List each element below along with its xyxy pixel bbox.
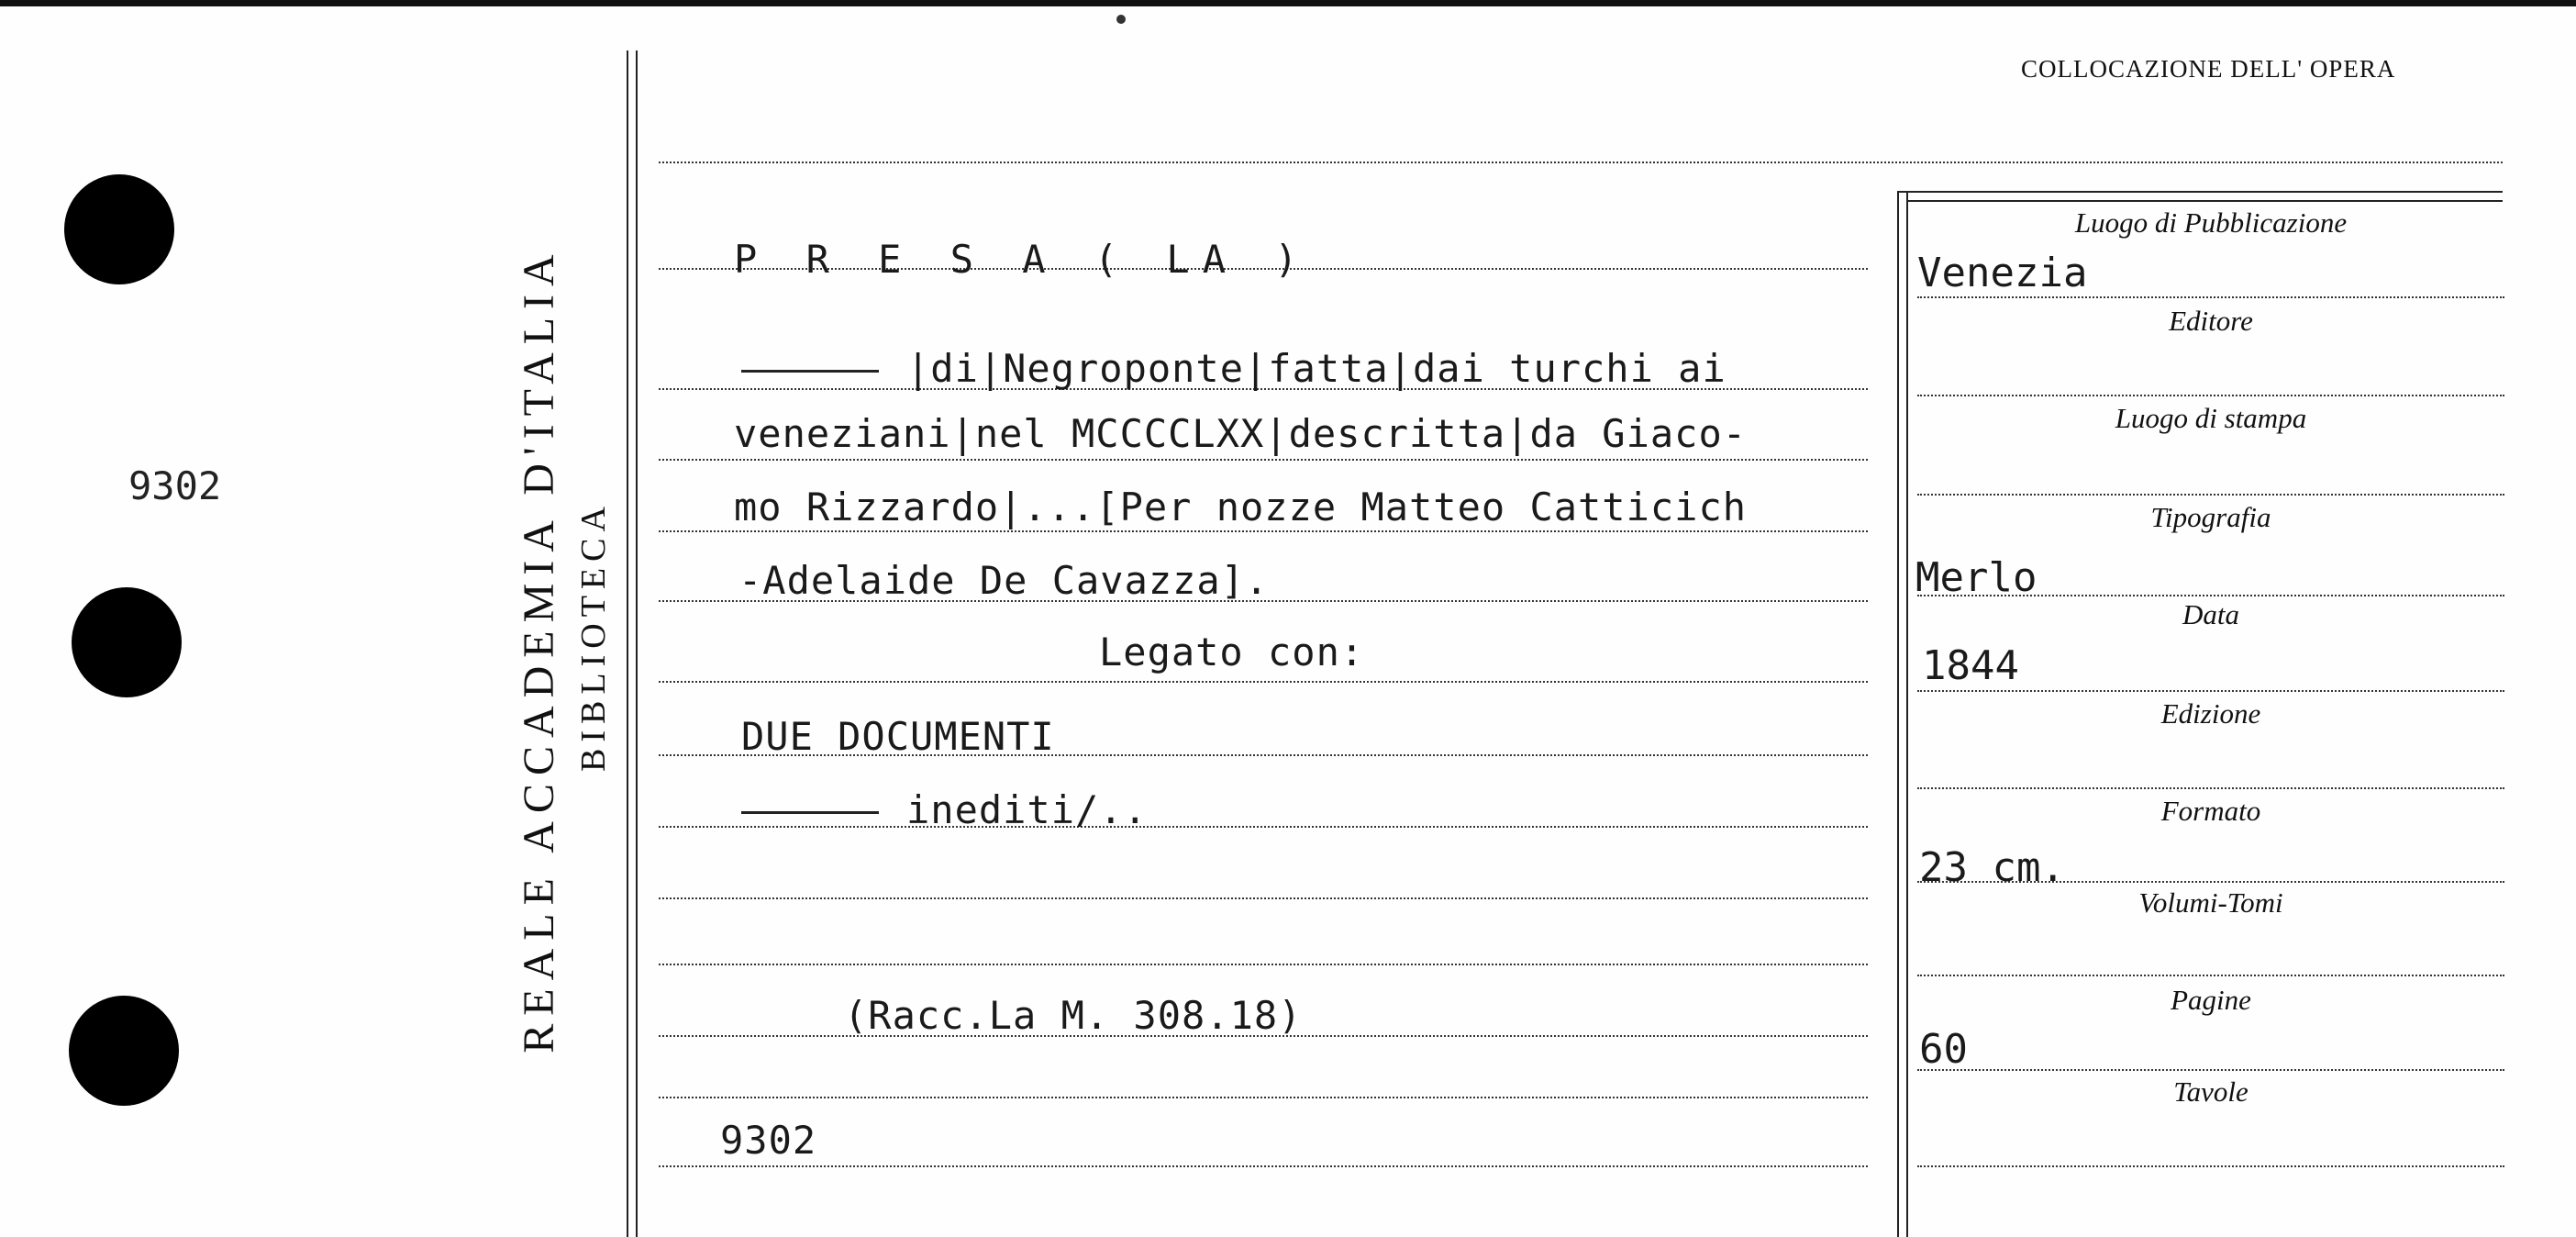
collocazione-label: COLLOCAZIONE DELL' OPERA [2021, 55, 2396, 83]
field-line-5 [1917, 690, 2504, 692]
right-rule-inner [1906, 193, 1908, 1237]
ink-speck [1116, 15, 1126, 24]
field-line-6 [1917, 787, 2504, 789]
line-3 [659, 459, 1868, 461]
repeat-dash-2 [741, 811, 879, 814]
field-line-9 [1917, 1069, 2504, 1071]
call-number: 9302 [720, 1118, 817, 1163]
label-luogo-stampa: Luogo di stampa [2115, 402, 2307, 434]
fields-box-top [1897, 191, 2503, 193]
label-tipografia: Tipografia [2150, 501, 2271, 533]
field-line-7 [1917, 881, 2504, 883]
collection-reference: (Racc.La M. 308.18) [844, 993, 1303, 1038]
field-line-8 [1917, 975, 2504, 976]
label-tavole: Tavole [2173, 1075, 2248, 1108]
second-subtitle: inediti/.. [906, 787, 1148, 832]
punch-hole-top [64, 174, 174, 284]
punch-hole-bottom [69, 996, 179, 1106]
line-9 [659, 897, 1868, 899]
line-12 [659, 1097, 1868, 1098]
label-pagine: Pagine [2171, 984, 2251, 1016]
inventory-number: 9302 [128, 463, 222, 508]
field-line-3 [1917, 494, 2504, 496]
field-line-2 [1917, 395, 2504, 396]
field-line-1 [1917, 296, 2504, 298]
top-edge [0, 0, 2576, 6]
line-6 [659, 681, 1868, 683]
value-tipografia: Merlo [1915, 554, 2037, 601]
entry-heading: P R E S A ( LA ) [734, 237, 1311, 282]
title-line-3: mo Rizzardo|...[Per nozze Matteo Catticich [734, 485, 1748, 529]
second-title: DUE DOCUMENTI [741, 714, 1055, 759]
institution-name: REALE ACCADEMIA D'ITALIA [515, 246, 563, 1053]
fields-box-top-inner [1906, 200, 2503, 202]
field-line-4 [1917, 595, 2504, 596]
collocazione-line [659, 162, 2503, 163]
value-data: 1844 [1922, 642, 2019, 689]
label-formato: Formato [2160, 795, 2261, 827]
label-luogo-pubblicazione: Luogo di Pubblicazione [2074, 206, 2348, 239]
value-formato: 23 cm. [1919, 844, 2065, 891]
punch-hole-middle [72, 587, 182, 697]
line-4 [659, 530, 1868, 532]
label-volumi: Volumi-Tomi [2138, 886, 2283, 919]
line-10 [659, 964, 1868, 965]
left-rule-outer [627, 50, 628, 1237]
title-line-4: -Adelaide De Cavazza]. [738, 558, 1270, 603]
line-13 [659, 1165, 1868, 1167]
right-rule-outer [1897, 193, 1899, 1237]
title-line-2: veneziani|nel MCCCCLXX|descritta|da Giaco- [734, 411, 1748, 456]
label-editore: Editore [2169, 305, 2253, 337]
repeat-dash [741, 370, 879, 373]
bound-with-label: Legato con: [1099, 630, 1365, 674]
department-name: BIBLIOTECA [574, 500, 613, 772]
value-pagine: 60 [1919, 1026, 1968, 1073]
second-subtitle-line [741, 787, 1148, 832]
title-line-1-text: |di|Negroponte|fatta|dai turchi ai [906, 346, 1727, 391]
left-rule-inner [636, 50, 638, 1237]
title-line-1 [741, 346, 1727, 391]
label-data-text: Data [2182, 598, 2239, 630]
label-edizione: Edizione [2160, 697, 2261, 730]
field-line-10 [1917, 1165, 2504, 1167]
value-luogo-pubblicazione: Venezia [1917, 250, 2088, 296]
